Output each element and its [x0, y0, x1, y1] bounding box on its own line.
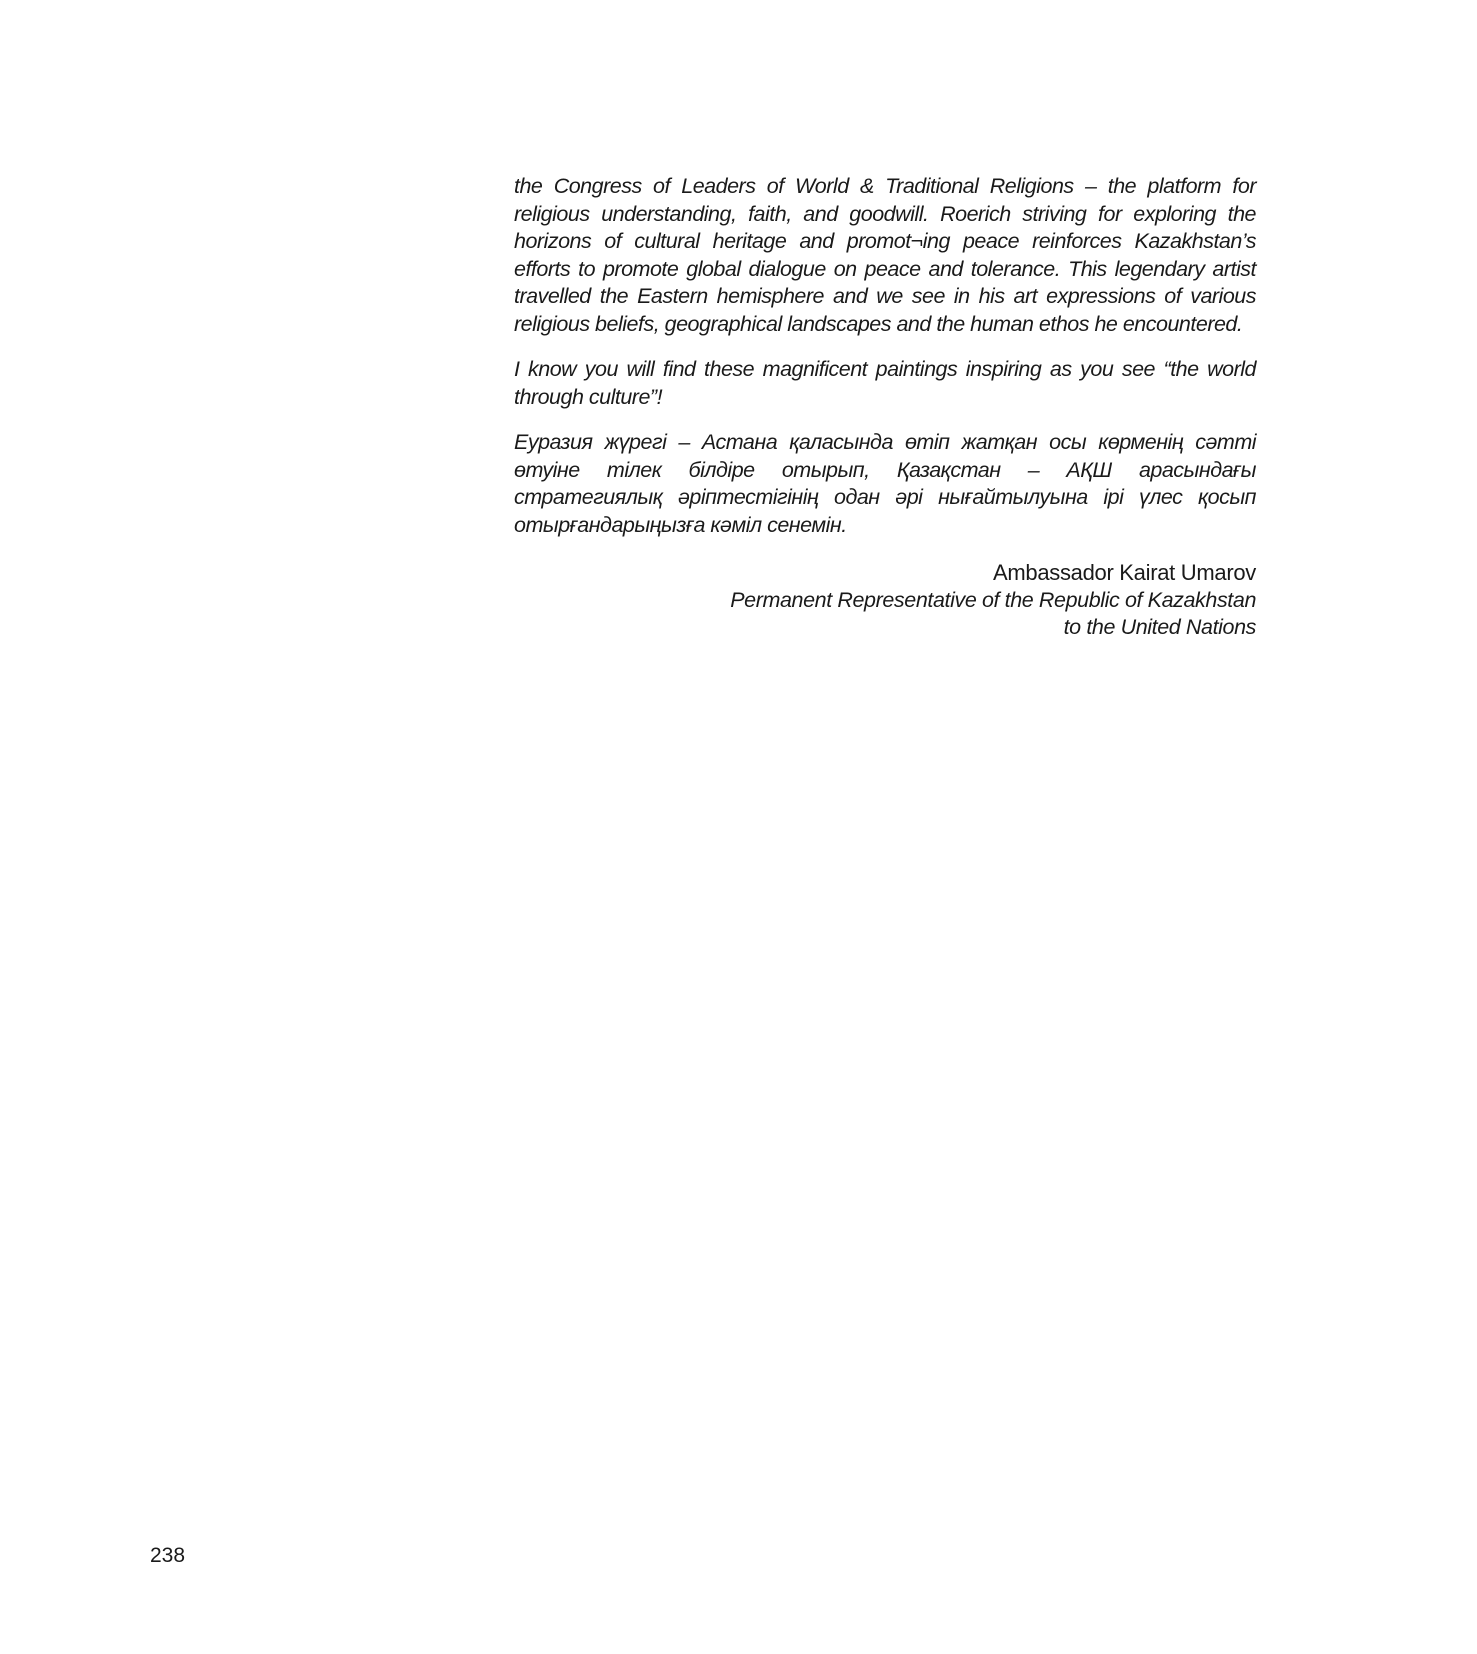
- signatory-title-continued: to the United Nations: [1063, 615, 1256, 639]
- paragraph-kazakh: Еуразия жүрегі – Астана қаласында өтіп жатқан осы көрменің сәтті өтуіне тілек білдіре отырып, Қазақстан – АҚШ арасындағы стратегиялық әріптестігінің одан әрі нығайтылуына ірі үлес қосып отырғандарыңызға кәміл сенемін.: [514, 430, 1256, 537]
- signatory-title: Permanent Representative of the Republic of Kazakhstan: [730, 587, 1256, 612]
- signature-block: [514, 559, 1256, 642]
- page-number: 238: [150, 1544, 186, 1567]
- signatory-name: Ambassador Kairat Umarov: [992, 560, 1256, 585]
- paragraph-congress: the Congress of Leaders of World & Traditional Religions – the platform for religious understanding, faith, and goodwill. Roerich striving for exploring the horizons of cultural heritage and promot¬ing peace reinforces Kazakhstan’s efforts to promote global dialogue on peace and tolerance. This legendary artist travelled the Eastern hemisphere and we see in his art expressions of various religious beliefs, geographical landscapes and the human ethos he encountered.: [514, 174, 1256, 336]
- paragraph-inspiring: I know you will find these magnificent paintings inspiring as you see “the world through culture”!: [514, 357, 1256, 409]
- letter-body: [514, 173, 1256, 642]
